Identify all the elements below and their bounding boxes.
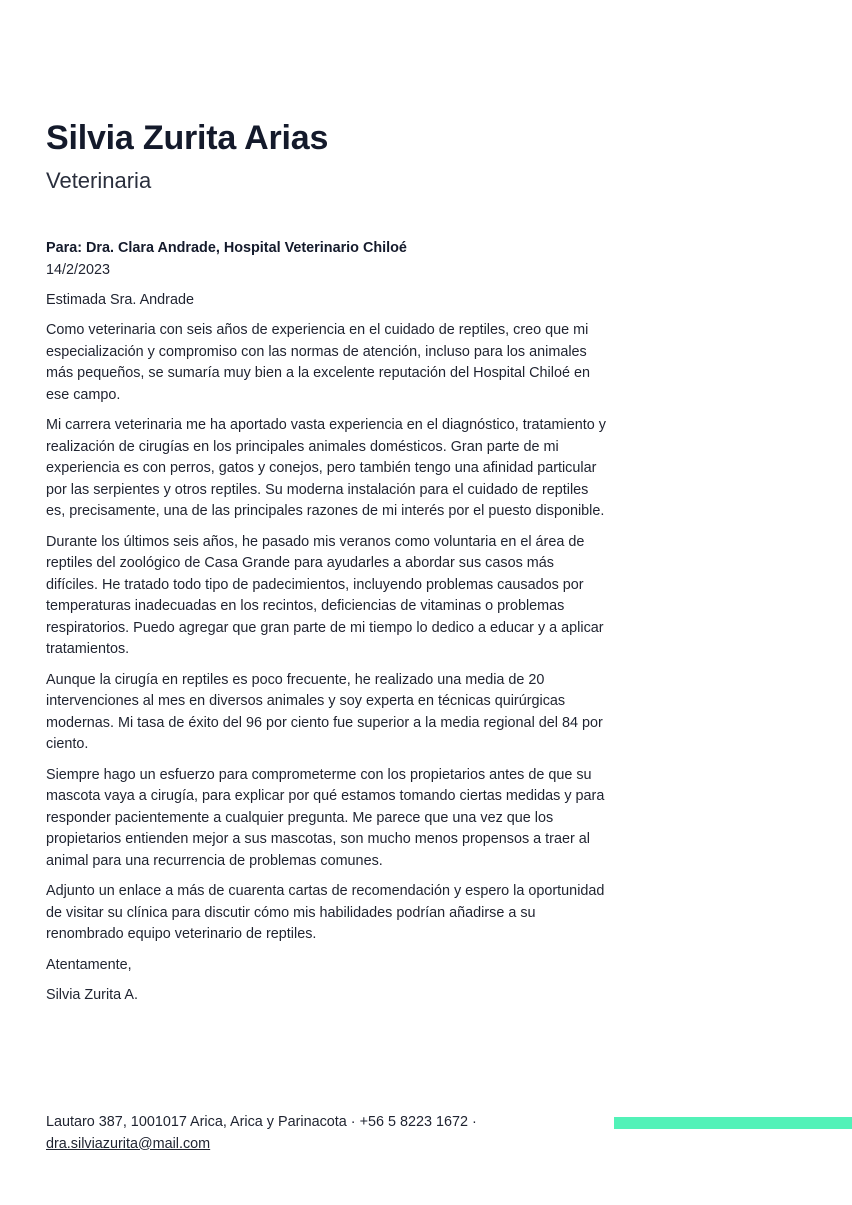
letter-paragraph: Aunque la cirugía en reptiles es poco frecuente, he realizado una media de 20 intervenciones al mes en diversos animales y soy experta en técnicas quirúrgicas modernas. Mi tasa de éxito del 96 por ciento fue superior a la media regional del 84 por ciento. [46, 671, 603, 753]
closing: Atentamente, [46, 956, 132, 973]
signature: Silvia Zurita A. [46, 986, 138, 1003]
email-link[interactable]: dra.silviazurita@mail.com [46, 1135, 211, 1152]
applicant-role: Veterinaria [46, 168, 152, 193]
letter-paragraph: Como veterinaria con seis años de experiencia en el cuidado de reptiles, creo que mi especialización y compromiso con las normas de atención, incluso para los animales más pequeños, se sumaría muy bien a la excelente reputación del Hospital Chiloé en ese campo. [46, 321, 590, 403]
contact-footer [46, 1112, 566, 1155]
recipient-line: Para: Dra. Clara Andrade, Hospital Veterinario Chiloé [46, 240, 407, 256]
accent-bar [614, 1117, 852, 1129]
letter-date: 14/2/2023 [46, 261, 111, 278]
applicant-name: Silvia Zurita Arias [46, 119, 329, 157]
letter-paragraph: Durante los últimos seis años, he pasado mis veranos como voluntaria en el área de reptiles del zoológico de Casa Grande para ayudarles a abordar sus casos más difíciles. He tratado todo tipo de padecimientos, incluyendo problemas causados por temperaturas inadecuadas en los recintos, deficiencias de vitaminas o problemas respiratorios. Puedo agregar que gran parte de mi tiempo lo dedico a educar y a aplicar tratamientos. [46, 533, 604, 658]
salutation: Estimada Sra. Andrade [46, 291, 194, 308]
address-phone: Lautaro 387, 1001017 Arica, Arica y Parinacota · +56 5 8223 1672 · [46, 1114, 477, 1130]
letter-body [46, 238, 608, 1015]
letter-paragraph: Adjunto un enlace a más de cuarenta cartas de recomendación y espero la oportunidad de visitar su clínica para discutir cómo mis habilidades podrían añadirse a su renombrado equipo veterinario de reptiles. [46, 883, 605, 943]
letter-paragraph: Mi carrera veterinaria me ha aportado vasta experiencia en el diagnóstico, tratamiento y realización de cirugías en los principales animales domésticos. Gran parte de mi experiencia es con perros, gatos y conejos, pero también tengo una afinidad particular por las serpientes y otros reptiles. Su moderna instalación para el cuidado de reptiles es, precisamente, una de las principales razones de mi interés por el puesto disponible. [46, 416, 606, 520]
letter-paragraph: Siempre hago un esfuerzo para comprometerme con los propietarios antes de que su mascota vaya a cirugía, para explicar por qué estamos tomando ciertas medidas y para responder pacientemente a cualquier pregunta. Me parece que una vez que los propietarios entienden mejor a sus mascotas, son mucho menos propensos a traer al animal para una recurrencia de problemas comunes. [46, 766, 605, 869]
